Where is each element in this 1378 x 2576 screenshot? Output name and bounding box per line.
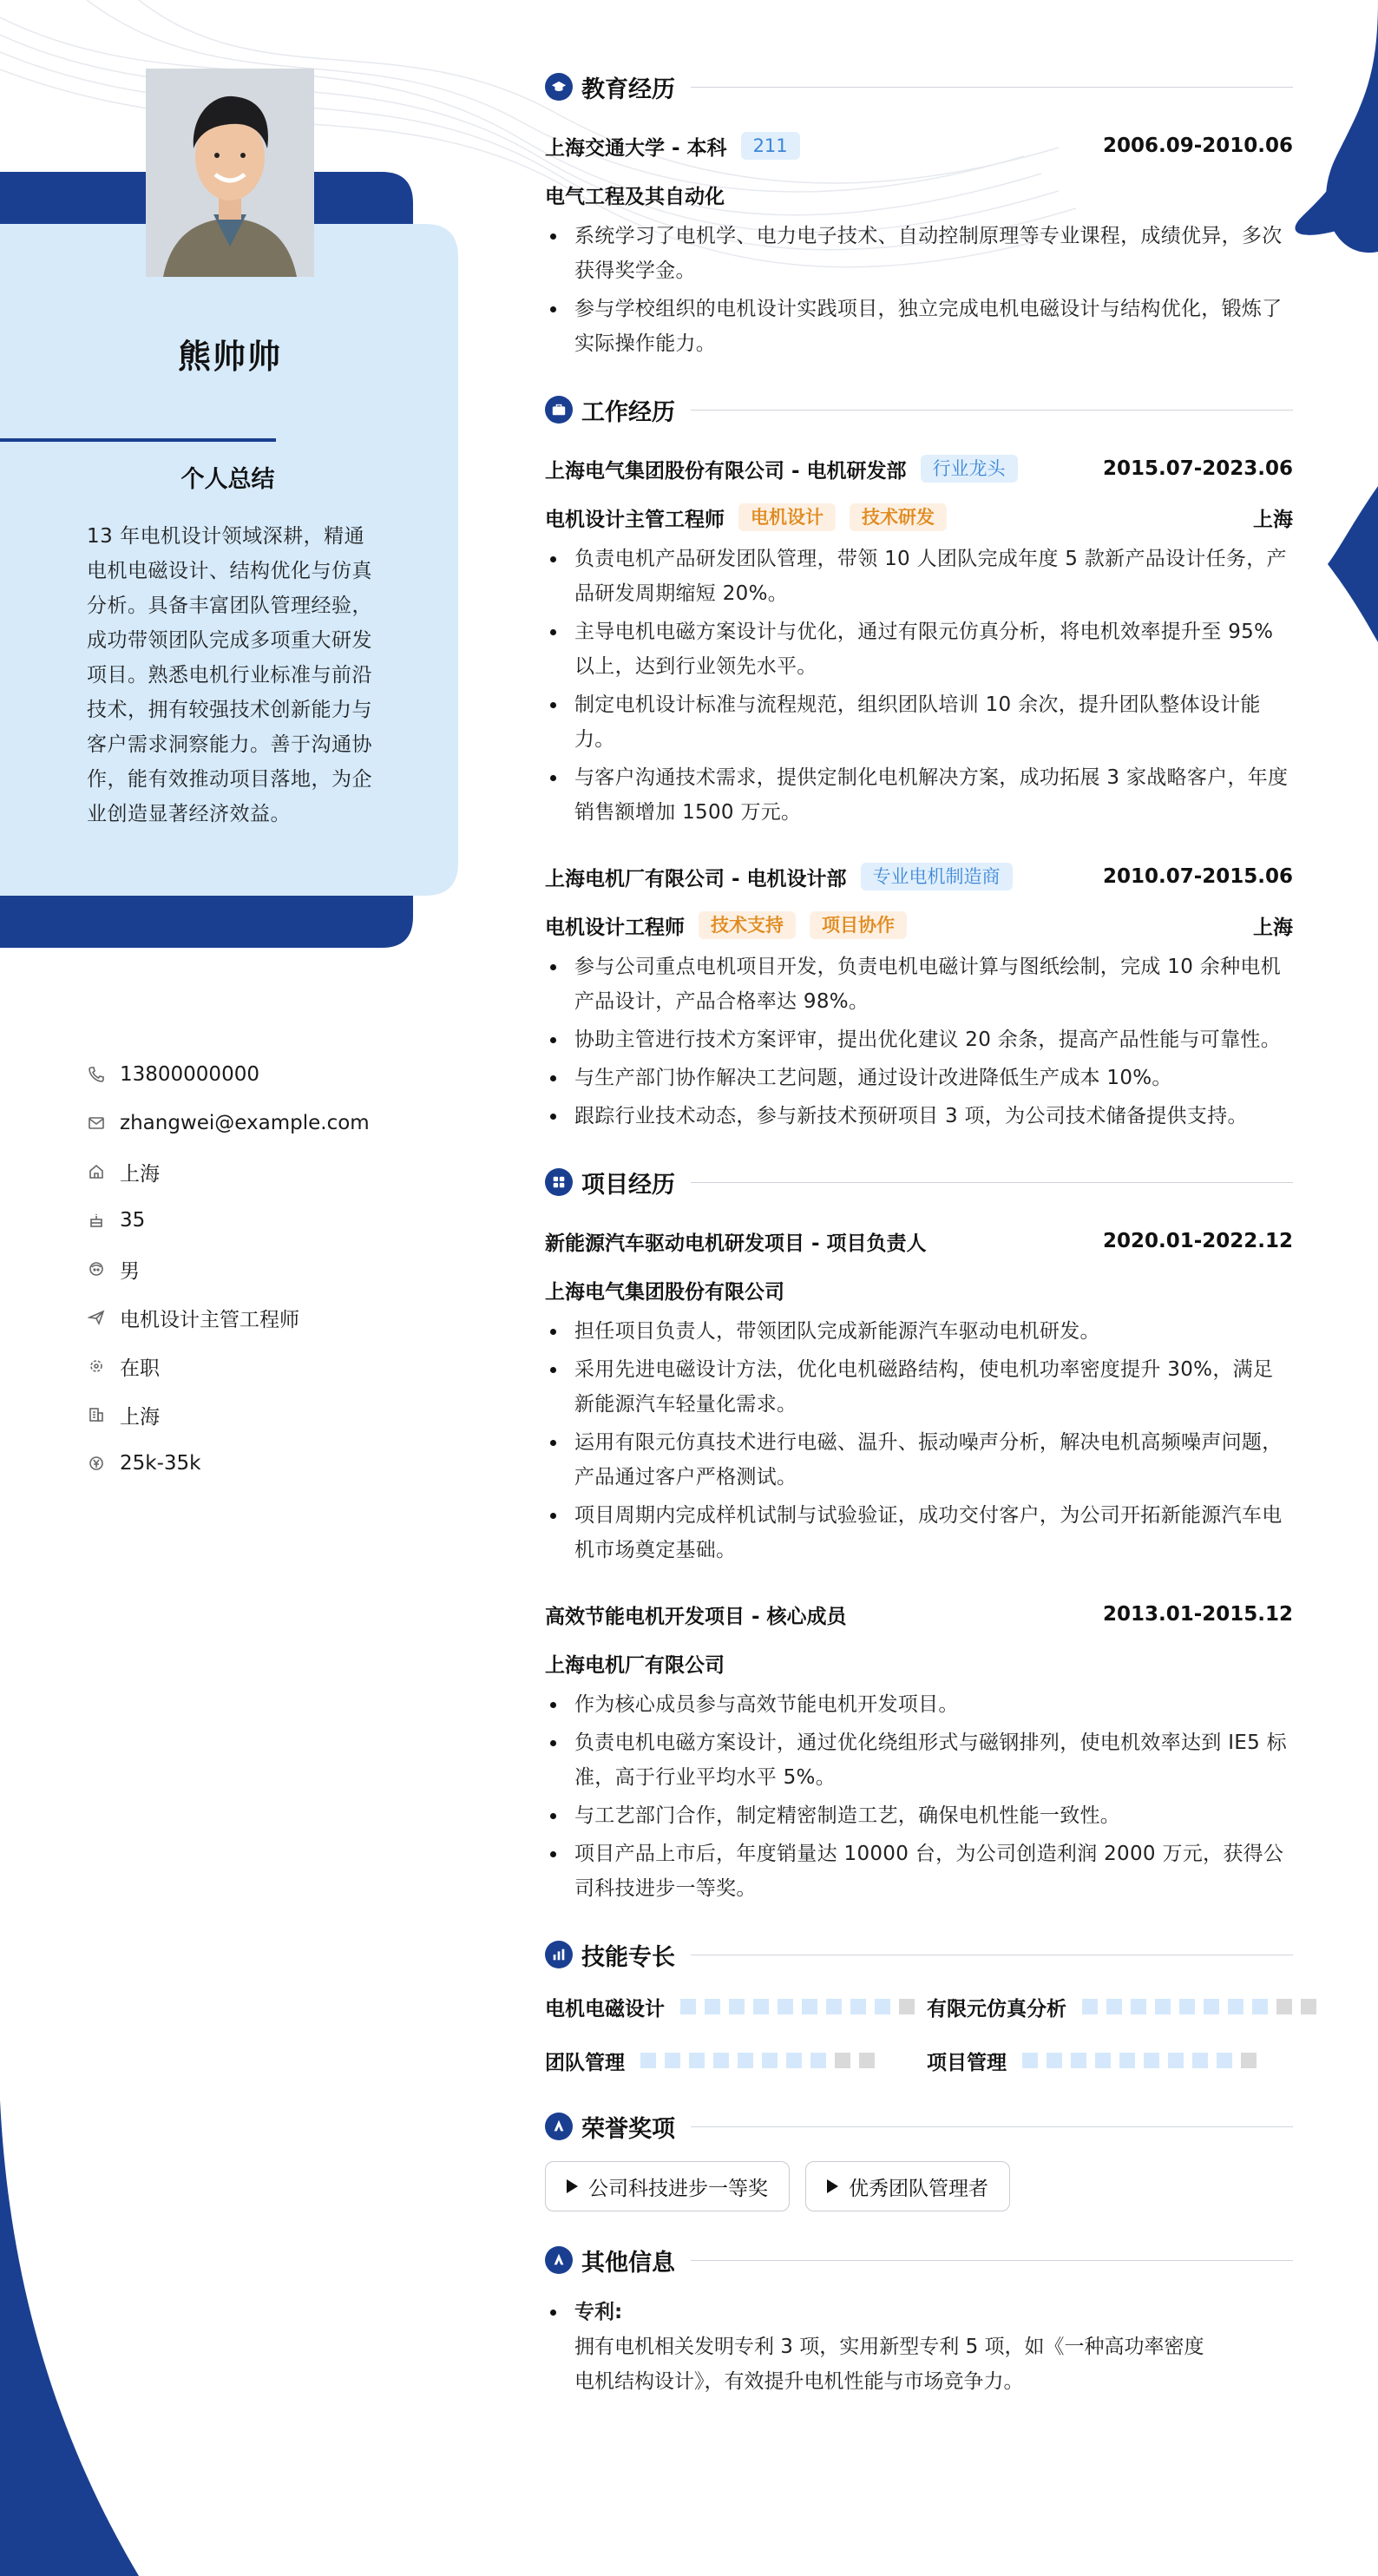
education-date: 2006.09-2010.06	[1102, 135, 1293, 157]
work-role: 电机设计主管工程师	[545, 508, 725, 531]
list-item: 参与学校组织的电机设计实践项目，独立完成电机电磁设计与结构优化，锻炼了实际操作能力。	[545, 292, 1293, 361]
work-bullets	[545, 542, 1293, 830]
work-role: 电机设计工程师	[545, 916, 685, 939]
play-icon	[827, 2179, 838, 2193]
project-org: 上海电机厂有限公司	[545, 1653, 725, 1677]
contact-location	[87, 1147, 434, 1196]
project-name: 高效节能电机开发项目 - 核心成员	[545, 1605, 847, 1628]
section-divider	[691, 87, 1293, 88]
other-key: 专利:	[574, 2301, 623, 2323]
skill-dot-filled	[738, 2053, 753, 2068]
skill-dot-filled	[1082, 1999, 1098, 2014]
list-item: 项目周期内完成样机试制与试验验证，成功交付客户，为公司开拓新能源汽车电机市场奠定基础。	[545, 1498, 1293, 1567]
list-item: 作为核心成员参与高效节能电机开发项目。	[545, 1687, 1293, 1722]
contact-gender	[87, 1245, 434, 1293]
skill-dot-filled	[1192, 2053, 1208, 2068]
project-name: 新能源汽车驱动电机研发项目 - 项目负责人	[545, 1232, 927, 1255]
info-icon	[545, 2246, 573, 2274]
skill-dot-filled	[1106, 1999, 1122, 2014]
work-date: 2010.07-2015.06	[1102, 865, 1293, 888]
project-org-row	[545, 1265, 1293, 1314]
project-bullets	[545, 1687, 1293, 1906]
contact-status	[87, 1342, 434, 1390]
skill-dot-filled	[689, 2053, 705, 2068]
work-city: 上海	[1253, 508, 1293, 531]
skill-dot-filled	[1047, 2053, 1062, 2068]
skill-dot-filled	[1095, 2053, 1111, 2068]
list-item: 协助主管进行技术方案评审，提出优化建议 20 余条，提高产品性能与可靠性。	[545, 1022, 1293, 1057]
contact-position-value: 电机设计主管工程师	[120, 1308, 299, 1331]
salary-icon	[87, 1454, 106, 1473]
honor-label: 优秀团队管理者	[849, 2177, 988, 2200]
skill-dot-empty	[899, 1999, 915, 2014]
skill-dot-filled	[802, 1999, 817, 2014]
skill-item	[927, 1989, 1291, 2024]
skill-level	[680, 1999, 923, 2014]
work-date: 2015.07-2023.06	[1102, 457, 1293, 480]
work-role-tag: 电机设计	[738, 503, 836, 531]
contact-email-value: zhangwei@example.com	[120, 1112, 370, 1134]
list-item: 担任项目负责人，带领团队完成新能源汽车驱动电机研发。	[545, 1314, 1293, 1349]
work-company: 上海电气集团股份有限公司 - 电机研发部	[545, 459, 907, 483]
skill-dot-filled	[753, 1999, 769, 2014]
status-icon	[87, 1357, 106, 1376]
project-entry-row	[545, 1217, 1293, 1265]
home-icon	[87, 1162, 106, 1181]
avatar-photo	[146, 69, 314, 277]
work-role-row	[545, 493, 1293, 542]
building-icon	[87, 1405, 106, 1424]
work-entry-row	[545, 444, 1293, 493]
skill-dot-filled	[713, 2053, 729, 2068]
honor-badge	[805, 2161, 1010, 2211]
work-city: 上海	[1253, 916, 1293, 939]
list-item: 负责电机电磁方案设计，通过优化绕组形式与磁钢排列，使电机效率达到 IE5 标准，高于行业平均水平 5%。	[545, 1725, 1293, 1795]
skill-level	[1022, 2053, 1265, 2068]
skill-dot-filled	[1179, 1999, 1195, 2014]
skill-name: 电机电磁设计	[545, 1997, 665, 2021]
briefcase-icon	[545, 396, 573, 424]
list-item: 跟踪行业技术动态，参与新技术预研项目 3 项，为公司技术储备提供支持。	[545, 1099, 1293, 1134]
project-org: 上海电气集团股份有限公司	[545, 1280, 784, 1304]
work-company-tag: 行业龙头	[921, 455, 1018, 483]
contact-phone-value: 13800000000	[120, 1063, 259, 1086]
mail-icon	[87, 1114, 106, 1133]
contact-location-value: 上海	[120, 1162, 160, 1186]
section-skills-title: 技能专长	[581, 1943, 675, 1971]
bar-chart-icon	[545, 1941, 573, 1968]
gender-icon	[87, 1259, 106, 1278]
play-icon	[567, 2179, 578, 2193]
skill-dot-empty	[1241, 2053, 1257, 2068]
candidate-name: 熊帅帅	[177, 338, 282, 376]
skill-dot-filled	[665, 2053, 680, 2068]
honors-list	[545, 2161, 1293, 2211]
sidebar-divider	[0, 438, 276, 442]
list-item: 负责电机产品研发团队管理，带领 10 人团队完成年度 5 款新产品设计任务，产品研发周期缩短 20%。	[545, 542, 1293, 611]
list-item: 运用有限元仿真技术进行电磁、温升、振动噪声分析，解决电机高频噪声问题，产品通过客户严格测试。	[545, 1425, 1293, 1495]
list-item: 系统学习了电机学、电力电子技术、自动控制原理等专业课程，成绩优异，多次获得奖学金。	[545, 219, 1293, 288]
section-honors-title: 荣誉奖项	[581, 2115, 675, 2143]
education-bullets	[545, 219, 1293, 361]
section-other-header	[545, 2241, 1293, 2279]
project-date: 2013.01-2015.12	[1102, 1603, 1293, 1626]
skill-dot-filled	[1228, 1999, 1243, 2014]
graduation-cap-icon	[545, 73, 573, 101]
contact-phone	[87, 1050, 434, 1099]
skill-dot-filled	[1217, 2053, 1232, 2068]
skill-dot-filled	[826, 1999, 842, 2014]
skill-dot-filled	[729, 1999, 745, 2014]
list-item: 与生产部门协作解决工艺问题，通过设计改进降低生产成本 10%。	[545, 1061, 1293, 1095]
skill-dot-filled	[1119, 2053, 1135, 2068]
contact-email	[87, 1099, 434, 1147]
skill-dot-filled	[875, 1999, 890, 2014]
list-item: 采用先进电磁设计方法，优化电机磁路结构，使电机功率密度提升 30%，满足新能源汽车轻量化需求。	[545, 1352, 1293, 1422]
main-content	[545, 68, 1293, 2399]
skill-dot-empty	[835, 2053, 850, 2068]
project-date: 2020.01-2022.12	[1102, 1230, 1293, 1252]
skill-dot-filled	[705, 1999, 720, 2014]
skill-dot-filled	[1131, 1999, 1146, 2014]
skill-dot-empty	[1276, 1999, 1292, 2014]
work-role-tag: 技术支持	[699, 911, 796, 939]
summary-text: 13 年电机设计领域深耕，精通电机电磁设计、结构优化与仿真分析。具备丰富团队管理经验，成功带领团队完成多项重大研发项目。熟悉电机行业标准与前沿技术，拥有较强技术创新能力与客户需求洞察能力。善于沟通协作，能有效推动项目落地，为企业创造显著经济效益。	[87, 525, 372, 825]
project-org-row	[545, 1639, 1293, 1687]
skill-dot-filled	[778, 1999, 793, 2014]
skill-dot-filled	[1168, 2053, 1184, 2068]
project-bullets	[545, 1314, 1293, 1567]
project-entry-row	[545, 1590, 1293, 1639]
work-entry-row	[545, 852, 1293, 901]
skill-dot-filled	[1204, 1999, 1219, 2014]
contact-age-value: 35	[120, 1209, 146, 1232]
list-item: 与客户沟通技术需求，提供定制化电机解决方案，成功拓展 3 家战略客户，年度销售额增加 1500 万元。	[545, 760, 1293, 830]
section-projects-title: 项目经历	[581, 1171, 675, 1199]
list-item: 项目产品上市后，年度销量达 10000 台，为公司创造利润 2000 万元，获得公司科技进步一等奖。	[545, 1837, 1293, 1906]
section-other-title: 其他信息	[581, 2249, 675, 2277]
award-icon	[545, 2113, 573, 2140]
skill-dot-filled	[1144, 2053, 1159, 2068]
contact-position	[87, 1293, 434, 1342]
work-role-tag: 技术研发	[850, 503, 947, 531]
send-icon	[87, 1308, 106, 1327]
contact-city	[87, 1390, 434, 1439]
grid-icon	[545, 1168, 573, 1196]
phone-icon	[87, 1065, 106, 1084]
contact-list	[87, 1050, 434, 1488]
work-company: 上海电机厂有限公司 - 电机设计部	[545, 867, 847, 890]
section-education-title: 教育经历	[581, 76, 675, 103]
skill-item	[545, 2043, 927, 2078]
honor-badge	[545, 2161, 790, 2211]
skill-dot-filled	[1155, 1999, 1171, 2014]
skill-dot-filled	[1252, 1999, 1268, 2014]
section-education-header	[545, 68, 1293, 106]
section-divider	[691, 2126, 1293, 2127]
contact-gender-value: 男	[120, 1259, 140, 1283]
skill-name: 有限元仿真分析	[927, 1997, 1066, 2021]
skill-item	[927, 2043, 1291, 2078]
education-school: 上海交通大学 - 本科	[545, 136, 727, 160]
skill-level	[640, 2053, 883, 2068]
skill-dot-filled	[1071, 2053, 1086, 2068]
work-company-tag: 专业电机制造商	[861, 863, 1013, 890]
section-work-header	[545, 391, 1293, 429]
work-bullets	[545, 950, 1293, 1134]
contact-salary	[87, 1439, 434, 1488]
list-item: 参与公司重点电机项目开发，负责电机电磁计算与图纸绘制，完成 10 余种电机产品设计，产品合格率达 98%。	[545, 950, 1293, 1019]
work-role-row	[545, 901, 1293, 950]
section-honors-header	[545, 2107, 1293, 2146]
section-skills-header	[545, 1935, 1293, 1974]
skill-dot-filled	[1022, 2053, 1038, 2068]
skill-dot-filled	[850, 1999, 866, 2014]
skill-dot-filled	[762, 2053, 778, 2068]
education-tag: 211	[741, 132, 800, 160]
contact-status-value: 在职	[120, 1357, 160, 1380]
list-item: 主导电机电磁方案设计与优化，通过有限元仿真分析，将电机效率提升至 95%以上，达到行业领先水平。	[545, 614, 1293, 684]
skill-dot-filled	[680, 1999, 696, 2014]
section-work-title: 工作经历	[581, 398, 675, 426]
list-item: 与工艺部门合作，制定精密制造工艺，确保电机性能一致性。	[545, 1798, 1293, 1833]
section-divider	[691, 2260, 1293, 2261]
education-major-row	[545, 170, 1293, 219]
contact-age	[87, 1196, 434, 1245]
section-projects-header	[545, 1163, 1293, 1201]
education-entry-row	[545, 122, 1293, 170]
skill-name: 项目管理	[927, 2051, 1007, 2074]
honor-label: 公司科技进步一等奖	[588, 2177, 768, 2200]
contact-city-value: 上海	[120, 1405, 160, 1429]
summary-title: 个人总结	[180, 466, 275, 493]
cake-icon	[87, 1211, 106, 1230]
skill-dot-filled	[640, 2053, 656, 2068]
education-major: 电气工程及其自动化	[545, 185, 725, 208]
other-item	[545, 2295, 1293, 2399]
contact-salary-value: 25k-35k	[120, 1452, 201, 1475]
skills-grid	[545, 1989, 1293, 2078]
section-divider	[691, 1182, 1293, 1183]
section-divider	[691, 410, 1293, 411]
skill-dot-empty	[859, 2053, 875, 2068]
skill-level	[1082, 1999, 1325, 2014]
skill-item	[545, 1989, 927, 2024]
skill-dot-filled	[786, 2053, 802, 2068]
skill-dot-empty	[1301, 1999, 1316, 2014]
skill-dot-filled	[810, 2053, 826, 2068]
other-value: 拥有电机相关发明专利 3 项，实用新型专利 5 项，如《一种高功率密度电机结构设计》，有效提升电机性能与市场竞争力。	[574, 2336, 1204, 2393]
list-item: 制定电机设计标准与流程规范，组织团队培训 10 余次，提升团队整体设计能力。	[545, 687, 1293, 757]
skill-name: 团队管理	[545, 2051, 625, 2074]
work-role-tag: 项目协作	[810, 911, 907, 939]
